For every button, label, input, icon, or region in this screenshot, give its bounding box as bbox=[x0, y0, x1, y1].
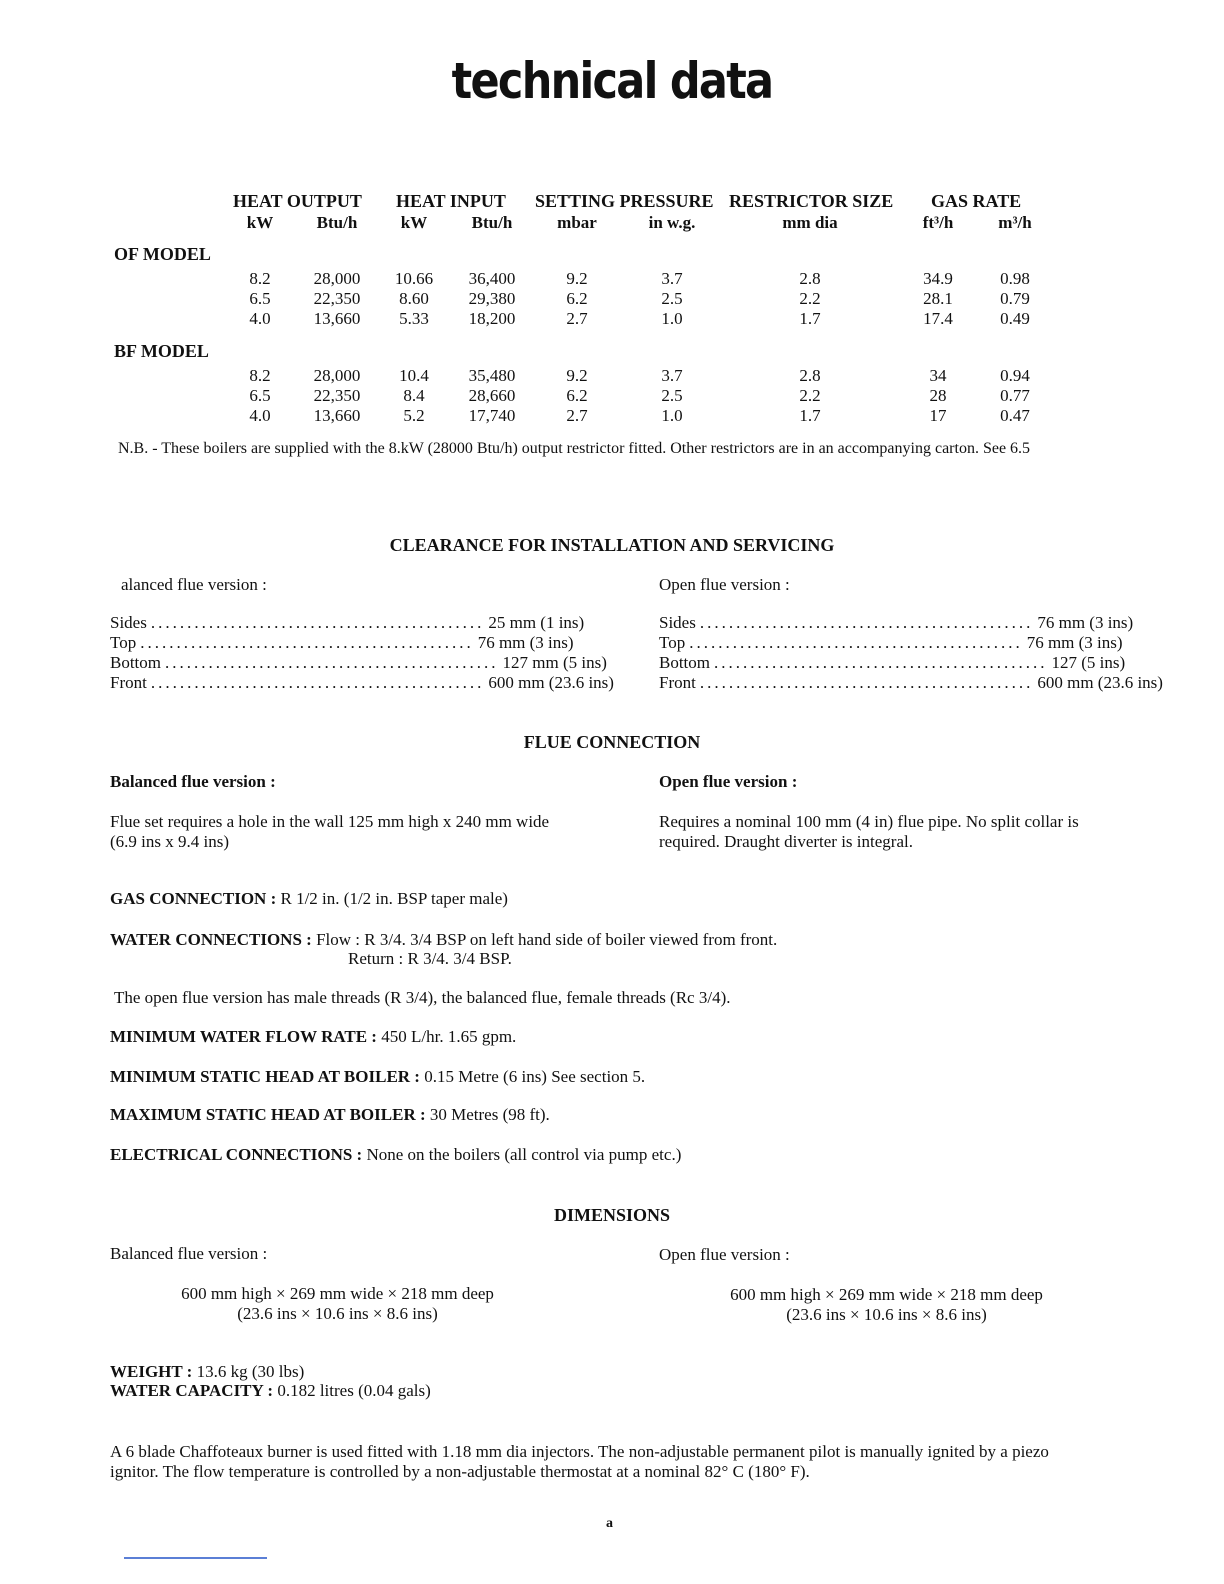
page-title: technical data bbox=[451, 52, 773, 110]
min-head-value: 0.15 Metre (6 ins) See section 5. bbox=[424, 1067, 646, 1086]
flue-heading: FLUE CONNECTION bbox=[523, 732, 701, 752]
dimensions-metric: 600 mm high × 269 mm wide × 218 mm deep bbox=[730, 1285, 1043, 1304]
clearance-item-value: 127 (5 ins) bbox=[1051, 653, 1126, 672]
table-cell: 34 bbox=[929, 366, 947, 385]
table-cell: 3.7 bbox=[661, 269, 683, 288]
clearance-item-name: Sides bbox=[659, 613, 696, 632]
max-head-label: MAXIMUM STATIC HEAD AT BOILER : bbox=[110, 1105, 426, 1124]
dimensions-imperial: (23.6 ins × 10.6 ins × 8.6 ins) bbox=[786, 1305, 987, 1324]
table-cell: 3.7 bbox=[661, 366, 683, 385]
leader-dots: .............................................. bbox=[699, 673, 1034, 692]
burner-note: A 6 blade Chaffoteaux burner is used fitted with 1.18 mm dia injectors. The non-adjustable permanent pilot is manually ignited by a piezo ignitor. The flow temperature is controlled by a non-adjustable thermostat at a nominal 82° C (180° F). bbox=[110, 1442, 1049, 1481]
flue-open-label: Open flue version : bbox=[659, 772, 798, 791]
clearance-item-name: Top bbox=[659, 633, 686, 652]
table-cell: 2.8 bbox=[799, 269, 821, 288]
min-flow-value: 450 L/hr. 1.65 gpm. bbox=[381, 1027, 517, 1046]
unit-gas-m3h: m³/h bbox=[998, 213, 1032, 232]
header-heat-output: HEAT OUTPUT bbox=[233, 191, 362, 211]
unit-input-kw: kW bbox=[400, 213, 428, 232]
gas-connection-line bbox=[110, 889, 508, 909]
clearance-item-name: Bottom bbox=[659, 653, 711, 672]
table-cell: 17 bbox=[929, 406, 947, 425]
table-cell: 0.79 bbox=[1000, 289, 1030, 308]
clearance-open-list bbox=[659, 613, 1163, 693]
clearance-row bbox=[659, 613, 1134, 633]
clearance-row bbox=[110, 613, 585, 633]
unit-restrictor-mm: mm dia bbox=[782, 213, 838, 232]
clearance-item-value: 600 mm (23.6 ins) bbox=[488, 673, 614, 692]
min-flow-line bbox=[110, 1027, 516, 1047]
electrical-value: None on the boilers (all control via pump etc.) bbox=[366, 1145, 682, 1164]
table-cell: 8.60 bbox=[399, 289, 429, 308]
table-cell: 0.94 bbox=[1000, 366, 1030, 385]
dimensions-open-values bbox=[659, 1285, 1114, 1325]
table-cell: 17.4 bbox=[923, 309, 953, 328]
weight-label: WEIGHT : bbox=[110, 1362, 193, 1381]
table-cell: 4.0 bbox=[249, 406, 271, 425]
clearance-balanced-label: alanced flue version : bbox=[121, 575, 267, 594]
table-cell: 2.2 bbox=[799, 386, 821, 405]
model-label-of: OF MODEL bbox=[114, 244, 211, 264]
weight-line bbox=[110, 1362, 304, 1382]
min-head-line bbox=[110, 1067, 645, 1087]
leader-dots: .............................................. bbox=[699, 613, 1034, 632]
table-cell: 28,660 bbox=[468, 386, 516, 405]
table-cell: 35,480 bbox=[468, 366, 516, 385]
clearance-row bbox=[659, 633, 1123, 653]
leader-dots: .............................................. bbox=[689, 633, 1023, 652]
table-cell: 28 bbox=[929, 386, 947, 405]
min-flow-label: MINIMUM WATER FLOW RATE : bbox=[110, 1027, 377, 1046]
table-cell: 34.9 bbox=[923, 269, 953, 288]
table-cell: 9.2 bbox=[566, 269, 588, 288]
flue-balanced-label: Balanced flue version : bbox=[110, 772, 276, 791]
header-setting-pressure: SETTING PRESSURE bbox=[535, 191, 714, 211]
clearance-item-name: Sides bbox=[110, 613, 147, 632]
dimensions-imperial: (23.6 ins × 10.6 ins × 8.6 ins) bbox=[237, 1304, 438, 1323]
clearance-item-value: 600 mm (23.6 ins) bbox=[1037, 673, 1163, 692]
table-cell: 18,200 bbox=[468, 309, 516, 328]
clearance-item-name: Top bbox=[110, 633, 137, 652]
table-cell: 8.2 bbox=[249, 366, 271, 385]
clearance-item-value: 76 mm (3 ins) bbox=[477, 633, 574, 652]
flue-balanced-text: Flue set requires a hole in the wall 125 mm high x 240 mm wide (6.9 ins x 9.4 ins) bbox=[110, 812, 550, 851]
water-return-value: Return : R 3/4. 3/4 BSP. bbox=[348, 949, 512, 968]
table-cell: 8.2 bbox=[249, 269, 271, 288]
clearance-item-value: 127 mm (5 ins) bbox=[502, 653, 607, 672]
gas-connection-label: GAS CONNECTION : bbox=[110, 889, 277, 908]
clearance-open-label: Open flue version : bbox=[659, 575, 790, 594]
clearance-balanced-list bbox=[110, 613, 614, 693]
table-cell: 0.77 bbox=[1000, 386, 1030, 405]
table-cell: 28.1 bbox=[923, 289, 953, 308]
dimensions-open-label: Open flue version : bbox=[659, 1245, 790, 1264]
page-mark: a bbox=[606, 1516, 613, 1531]
clearance-row bbox=[659, 653, 1126, 673]
table-cell: 5.33 bbox=[399, 309, 429, 328]
table-cell: 0.98 bbox=[1000, 269, 1030, 288]
leader-dots: .............................................. bbox=[150, 673, 485, 692]
table-cell: 10.66 bbox=[394, 269, 434, 288]
header-restrictor-size: RESTRICTOR SIZE bbox=[729, 191, 894, 211]
table-cell: 2.7 bbox=[566, 406, 588, 425]
water-connections-label: WATER CONNECTIONS : bbox=[110, 930, 312, 949]
table-cell: 28,000 bbox=[313, 269, 361, 288]
unit-input-btuh: Btu/h bbox=[471, 213, 513, 232]
header-gas-rate: GAS RATE bbox=[931, 191, 1022, 211]
unit-pressure-mbar: mbar bbox=[557, 213, 597, 232]
clearance-item-name: Front bbox=[110, 673, 147, 692]
clearance-row bbox=[110, 653, 607, 673]
table-cell: 1.7 bbox=[799, 406, 821, 425]
table-cell: 4.0 bbox=[249, 309, 271, 328]
table-cell: 13,660 bbox=[313, 406, 361, 425]
clearance-item-name: Bottom bbox=[110, 653, 162, 672]
clearance-row bbox=[110, 633, 574, 653]
table-cell: 2.7 bbox=[566, 309, 588, 328]
table-cell: 1.0 bbox=[661, 309, 683, 328]
flue-open-text: Requires a nominal 100 mm (4 in) flue pipe. No split collar is required. Draught diverter is integral. bbox=[659, 812, 1079, 851]
min-head-label: MINIMUM STATIC HEAD AT BOILER : bbox=[110, 1067, 420, 1086]
electrical-label: ELECTRICAL CONNECTIONS : bbox=[110, 1145, 363, 1164]
dimensions-metric: 600 mm high × 269 mm wide × 218 mm deep bbox=[181, 1284, 494, 1303]
clearance-item-name: Front bbox=[659, 673, 696, 692]
table-cell: 2.5 bbox=[661, 289, 683, 308]
clearance-heading: CLEARANCE FOR INSTALLATION AND SERVICING bbox=[389, 535, 835, 555]
water-flow-value: Flow : R 3/4. 3/4 BSP on left hand side of boiler viewed from front. bbox=[316, 930, 778, 949]
table-cell: 6.2 bbox=[566, 386, 588, 405]
table-cell: 22,350 bbox=[313, 386, 361, 405]
table-cell: 13,660 bbox=[313, 309, 361, 328]
threads-note: The open flue version has male threads (R 3/4), the balanced flue, female threads (Rc 3/4). bbox=[114, 988, 731, 1007]
leader-dots: .............................................. bbox=[150, 613, 485, 632]
table-cell: 6.2 bbox=[566, 289, 588, 308]
table-cell: 8.4 bbox=[403, 386, 425, 405]
table-cell: 0.47 bbox=[1000, 406, 1030, 425]
dimensions-balanced-label: Balanced flue version : bbox=[110, 1244, 268, 1263]
model-label-bf: BF MODEL bbox=[114, 341, 209, 361]
capacity-line bbox=[110, 1381, 431, 1401]
max-head-value: 30 Metres (98 ft). bbox=[429, 1105, 550, 1124]
footer-rule bbox=[124, 1557, 267, 1559]
max-head-line bbox=[110, 1105, 550, 1125]
table-cell: 36,400 bbox=[468, 269, 516, 288]
table-cell: 29,380 bbox=[468, 289, 516, 308]
table-cell: 28,000 bbox=[313, 366, 361, 385]
table-cell: 2.8 bbox=[799, 366, 821, 385]
unit-pressure-inwg: in w.g. bbox=[648, 213, 696, 232]
unit-output-btuh: Btu/h bbox=[316, 213, 358, 232]
table-cell: 1.0 bbox=[661, 406, 683, 425]
capacity-label: WATER CAPACITY : bbox=[110, 1381, 274, 1400]
restrictor-note: N.B. - These boilers are supplied with the 8.kW (28000 Btu/h) output restrictor fitted. Other restrictors are in an accompanying carton. See 6.5 bbox=[118, 440, 1031, 457]
clearance-row bbox=[659, 673, 1163, 693]
dimensions-heading: DIMENSIONS bbox=[553, 1205, 671, 1225]
clearance-item-value: 25 mm (1 ins) bbox=[488, 613, 585, 632]
table-cell: 2.5 bbox=[661, 386, 683, 405]
header-heat-input: HEAT INPUT bbox=[396, 191, 506, 211]
table-cell: 22,350 bbox=[313, 289, 361, 308]
dimensions-balanced-values bbox=[110, 1284, 565, 1324]
leader-dots: .............................................. bbox=[165, 653, 499, 672]
table-cell: 1.7 bbox=[799, 309, 821, 328]
clearance-item-value: 76 mm (3 ins) bbox=[1026, 633, 1123, 652]
weight-value: 13.6 kg (30 lbs) bbox=[196, 1362, 305, 1381]
leader-dots: .............................................. bbox=[714, 653, 1048, 672]
electrical-line bbox=[110, 1145, 681, 1165]
table-cell: 10.4 bbox=[399, 366, 429, 385]
table-cell: 17,740 bbox=[468, 406, 516, 425]
unit-output-kw: kW bbox=[246, 213, 274, 232]
unit-gas-ft3h: ft³/h bbox=[922, 213, 954, 232]
clearance-item-value: 76 mm (3 ins) bbox=[1037, 613, 1134, 632]
clearance-row bbox=[110, 673, 614, 693]
water-connections-line bbox=[110, 930, 777, 950]
table-cell: 2.2 bbox=[799, 289, 821, 308]
table-cell: 6.5 bbox=[249, 386, 271, 405]
capacity-value: 0.182 litres (0.04 gals) bbox=[277, 1381, 431, 1400]
leader-dots: .............................................. bbox=[140, 633, 474, 652]
table-cell: 9.2 bbox=[566, 366, 588, 385]
table-cell: 5.2 bbox=[403, 406, 425, 425]
table-cell: 0.49 bbox=[1000, 309, 1030, 328]
gas-connection-value: R 1/2 in. (1/2 in. BSP taper male) bbox=[280, 889, 508, 908]
table-cell: 6.5 bbox=[249, 289, 271, 308]
